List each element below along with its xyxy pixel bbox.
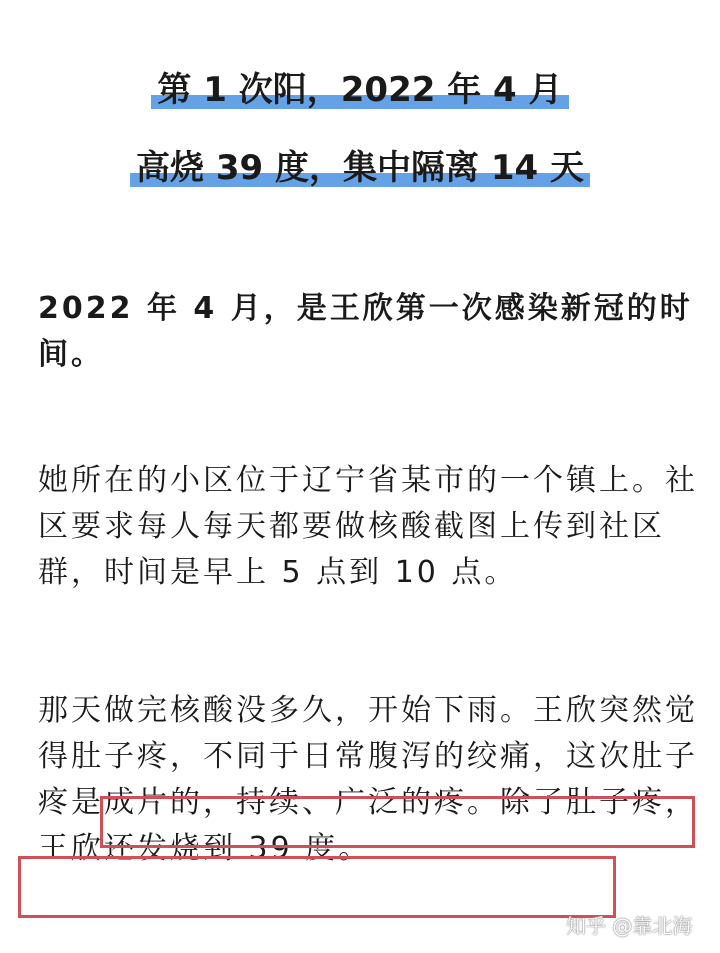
highlight-box-1 bbox=[100, 796, 695, 848]
heading-line-2 bbox=[0, 140, 720, 189]
watermark: 知乎 @靠北海 bbox=[566, 914, 693, 938]
paragraph-3: 那天做完核酸没多久，开始下雨。王欣突然觉得肚子疼，不同于日常腹泻的绞痛，这次肚子疼是成片的，持续、广泛的疼。除了肚子疼，王欣还发烧到 39 度。 bbox=[38, 693, 698, 866]
highlight-box-2 bbox=[18, 856, 616, 918]
heading-text-2: 高烧 39 度，集中隔离 14 天 bbox=[136, 148, 584, 188]
heading-line-1 bbox=[0, 62, 720, 111]
paragraph-1: 2022 年 4 月，是王欣第一次感染新冠的时间。 bbox=[38, 291, 693, 372]
heading-text-1: 第 1 次阳，2022 年 4 月 bbox=[157, 70, 563, 110]
paragraph-2: 她所在的小区位于辽宁省某市的一个镇上。社区要求每人每天都要做核酸截图上传到社区群，时间是早上 5 点到 10 点。 bbox=[38, 463, 698, 590]
